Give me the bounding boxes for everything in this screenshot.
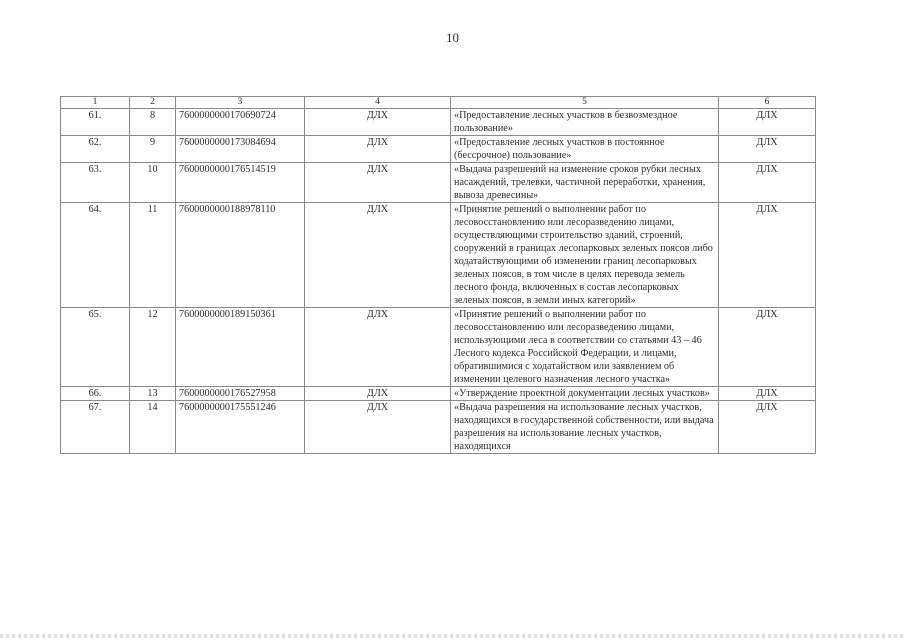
organization: ДЛХ [305,163,451,203]
service-code: 7600000000188978110 [176,203,305,308]
table-row [61,136,816,163]
row-number: 64. [61,203,130,308]
services-table [60,96,816,454]
service-index: 12 [130,308,176,387]
service-index: 14 [130,401,176,454]
page-number: 10 [446,30,459,45]
service-name: «Утверждение проектной документации лесных участков» [451,387,719,401]
header-cell: 1 [61,97,130,109]
service-name: «Принятие решений о выполнении работ по лесовосстановлению или лесоразведению лицами, осуществляющими строительство зданий, строений, сооружений в границах лесопарковых зеленых поясов либо ходатайствующими об изменении границ лесопарковых зеленых поясов, в том числе в целях перевода земель лесного фонда, включенных в состав лесопарковых зеленых поясов, в земли иных категорий» [451,203,719,308]
table-row [61,308,816,387]
service-name: «Предоставление лесных участков в безвозмездное пользование» [451,109,719,136]
table-row [61,401,816,454]
service-index: 8 [130,109,176,136]
service-index: 13 [130,387,176,401]
service-code: 7600000000170690724 [176,109,305,136]
service-code: 7600000000173084694 [176,136,305,163]
organization: ДЛХ [305,203,451,308]
scan-edge-artifact [0,634,905,638]
responsible-body: ДЛХ [719,203,816,308]
service-index: 10 [130,163,176,203]
header-cell: 6 [719,97,816,109]
row-number: 66. [61,387,130,401]
organization: ДЛХ [305,387,451,401]
responsible-body: ДЛХ [719,387,816,401]
row-number: 63. [61,163,130,203]
service-index: 11 [130,203,176,308]
service-code: 7600000000189150361 [176,308,305,387]
organization: ДЛХ [305,109,451,136]
service-index: 9 [130,136,176,163]
responsible-body: ДЛХ [719,401,816,454]
header-cell: 4 [305,97,451,109]
row-number: 67. [61,401,130,454]
table-header-row [61,97,816,109]
table-row [61,203,816,308]
organization: ДЛХ [305,136,451,163]
service-name: «Выдача разрешения на использование лесных участков, находящихся в государственной собственности, или выдача разрешения на использование лесных участков, находящихся [451,401,719,454]
table-row [61,109,816,136]
service-name: «Принятие решений о выполнении работ по лесовосстановлению или лесоразведению лицами, использующими леса в соответствии со статьями 43 – 46 Лесного кодекса Российской Федерации, и лицами, обратившимися с ходатайством или заявлением об изменении целевого назначения лесного участка» [451,308,719,387]
responsible-body: ДЛХ [719,109,816,136]
row-number: 61. [61,109,130,136]
header-cell: 3 [176,97,305,109]
row-number: 62. [61,136,130,163]
service-code: 7600000000176514519 [176,163,305,203]
header-cell: 5 [451,97,719,109]
service-name: «Выдача разрешений на изменение сроков рубки лесных насаждений, трелевки, частичной переработки, хранения, вывоза древесины» [451,163,719,203]
row-number: 65. [61,308,130,387]
organization: ДЛХ [305,308,451,387]
service-name: «Предоставление лесных участков в постоянное (бессрочное) пользование» [451,136,719,163]
service-code: 7600000000175551246 [176,401,305,454]
header-cell: 2 [130,97,176,109]
organization: ДЛХ [305,401,451,454]
responsible-body: ДЛХ [719,308,816,387]
responsible-body: ДЛХ [719,136,816,163]
table-row [61,163,816,203]
responsible-body: ДЛХ [719,163,816,203]
service-code: 7600000000176527958 [176,387,305,401]
table-row [61,387,816,401]
